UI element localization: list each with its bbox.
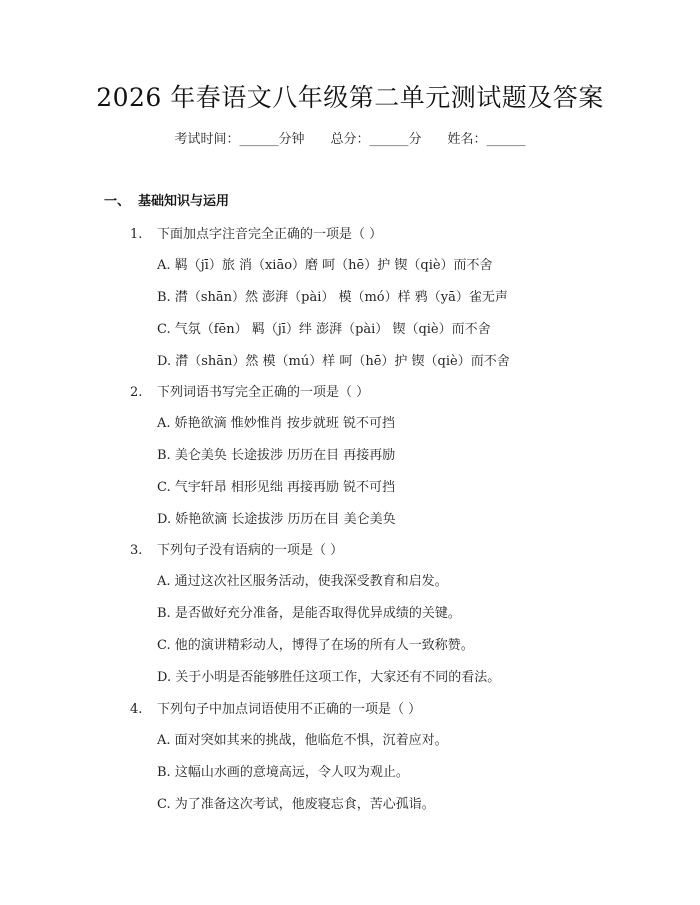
q2-option-b: B. 美仑美奂 长途拔涉 历历在目 再接再励 bbox=[157, 448, 396, 463]
q3-option-a: A. 通过这次社区服务活动，使我深受教育和启发。 bbox=[157, 574, 448, 589]
question-1 bbox=[130, 225, 382, 245]
question-number: 2. bbox=[130, 385, 143, 400]
total-score-field: 总分：______分 bbox=[330, 132, 422, 147]
exam-time-field: 考试时间：______分钟 bbox=[174, 132, 305, 147]
q1-option-c: C. 气氛（fēn） 羁（jī）绊 澎湃（pài） 锲（qiè）而不舍 bbox=[157, 322, 491, 337]
question-2 bbox=[130, 383, 369, 403]
page-title: 2026 年春语文八年级第二单元测试题及答案 bbox=[96, 83, 604, 112]
q1-option-a: A. 羁（jī）旅 消（xiāo）磨 呵（hē）护 锲（qiè）而不舍 bbox=[157, 258, 493, 273]
question-text: 下面加点字注音完全正确的一项是（ ） bbox=[157, 227, 383, 242]
q1-option-d: D. 潸（shān）然 模（mú）样 呵（hē）护 锲（qiè）而不舍 bbox=[157, 354, 510, 369]
q3-option-d: D. 关于小明是否能够胜任这项工作，大家还有不同的看法。 bbox=[157, 670, 501, 685]
question-text: 下列句子没有语病的一项是（ ） bbox=[157, 543, 344, 558]
question-number: 1. bbox=[130, 227, 143, 242]
q4-option-b: B. 这幅山水画的意境高远，令人叹为观止。 bbox=[157, 765, 409, 780]
question-number: 4. bbox=[130, 702, 143, 717]
section-title: 基础知识与运用 bbox=[138, 194, 230, 209]
student-name-field: 姓名：______ bbox=[447, 132, 526, 147]
q3-option-c: C. 他的演讲精彩动人，博得了在场的所有人一致称赞。 bbox=[157, 638, 474, 653]
question-text: 下列词语书写完全正确的一项是（ ） bbox=[157, 385, 370, 400]
q1-option-b: B. 潸（shān）然 澎湃（pài） 模（mó）样 鸦（yā）雀无声 bbox=[157, 290, 508, 305]
q2-option-c: C. 气宇轩昂 相形见绌 再接再励 锐不可挡 bbox=[157, 480, 396, 495]
q3-option-b: B. 是否做好充分准备，是能否取得优异成绩的关键。 bbox=[157, 606, 461, 621]
section-number: 一、 bbox=[104, 194, 131, 209]
question-3 bbox=[130, 541, 343, 561]
section-heading bbox=[104, 192, 229, 212]
question-text: 下列句子中加点词语使用不正确的一项是（ ） bbox=[157, 702, 422, 717]
question-4 bbox=[130, 700, 421, 720]
q4-option-a: A. 面对突如其来的挑战，他临危不惧，沉着应对。 bbox=[157, 733, 448, 748]
q4-option-c: C. 为了准备这次考试，他废寝忘食，苦心孤诣。 bbox=[157, 797, 435, 812]
exam-info-line bbox=[0, 130, 700, 150]
q2-option-a: A. 娇艳欲滴 惟妙惟肖 按步就班 锐不可挡 bbox=[157, 416, 396, 431]
question-number: 3. bbox=[130, 543, 143, 558]
q2-option-d: D. 娇艳欲滴 长途拔涉 历历在目 美仑美奂 bbox=[157, 512, 396, 527]
